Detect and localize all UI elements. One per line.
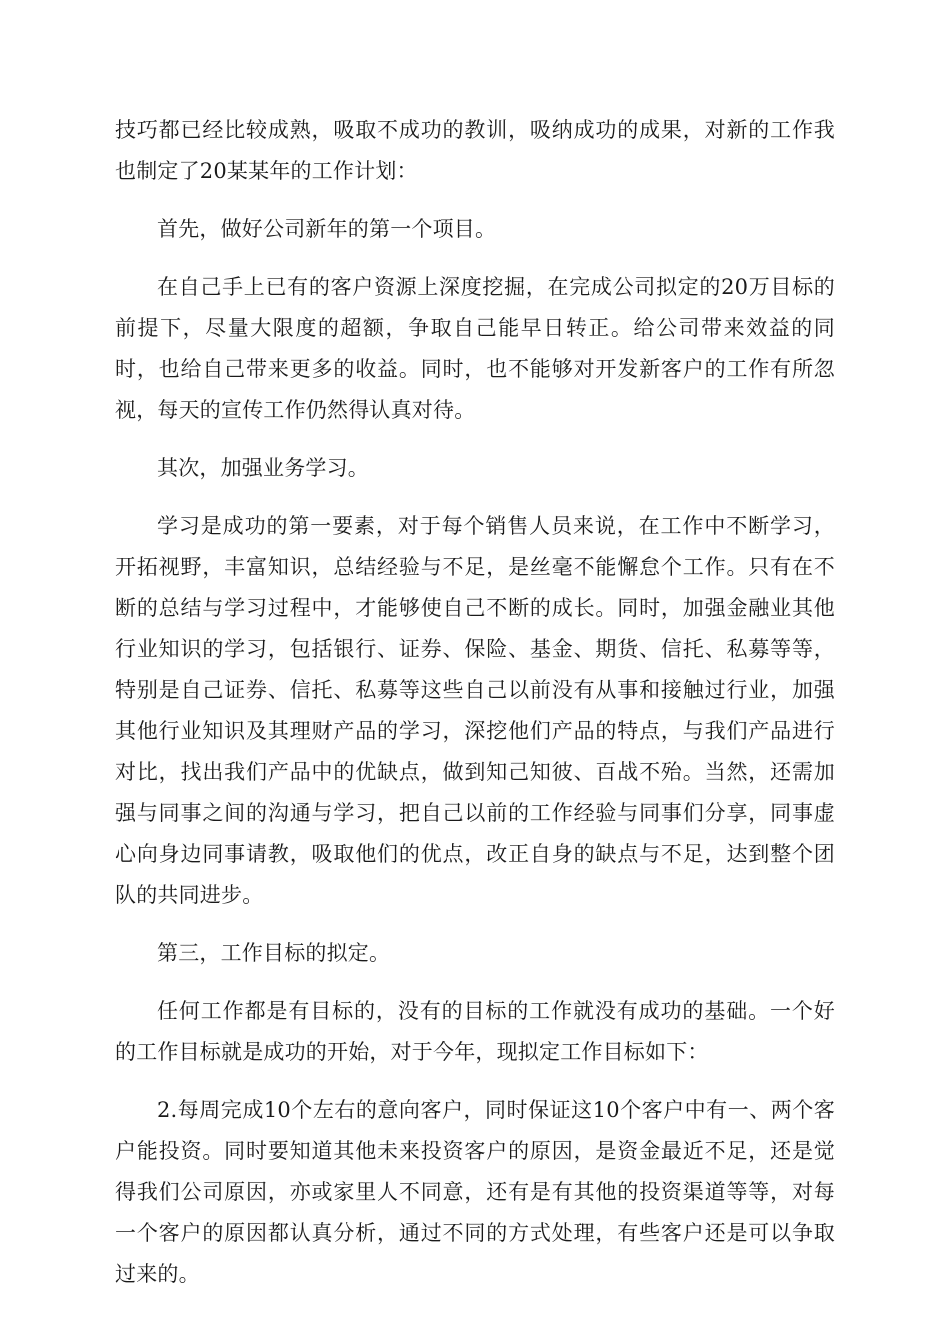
heading-second-point: 其次，加强业务学习。 (157, 456, 369, 480)
paragraph-client-resources: 在自己手上已有的客户资源上深度挖掘，在完成公司拟定的20万目标的前提下，尽量大限度的超额，争取自己能早日转正。给公司带来效益的同时，也给自己带来更多的收益。同时，也不能够对开发新客户的工作有所忽视，每天的宣传工作仍然得认真对待。 (115, 275, 835, 422)
paragraph-goals-intro: 任何工作都是有目标的，没有的目标的工作就没有成功的基础。一个好的工作目标就是成功的开始，对于今年，现拟定工作目标如下： (115, 999, 835, 1064)
paragraph-continuation: 技巧都已经比较成熟，吸取不成功的教训，吸纳成功的成果，对新的工作我也制定了20某某年的工作计划： (115, 118, 835, 183)
paragraph-weekly-goal: 2.每周完成10个左右的意向客户，同时保证这10个客户中有一、两个客户能投资。同时要知道其他未来投资客户的原因，是资金最近不足，还是觉得我们公司原因，亦或家里人不同意，还有是有其他的投资渠道等等，对每一个客户的原因都认真分析，通过不同的方式处理，有些客户还是可以争取过来的。 (115, 1098, 835, 1286)
paragraph-learning: 学习是成功的第一要素，对于每个销售人员来说，在工作中不断学习，开拓视野，丰富知识，总结经验与不足，是丝毫不能懈怠个工作。只有在不断的总结与学习过程中，才能够使自己不断的成长。同时，加强金融业其他行业知识的学习，包括银行、证券、保险、基金、期货、信托、私募等等，特别是自己证券、信托、私募等这些自己以前没有从事和接触过行业，加强其他行业知识及其理财产品的学习，深挖他们产品的特点，与我们产品进行对比，找出我们产品中的优缺点，做到知己知彼、百战不殆。当然，还需加强与同事之间的沟通与学习，把自己以前的工作经验与同事们分享，同事虚心向身边同事请教，吸取他们的优点，改正自身的缺点与不足，达到整个团队的共同进步。 (115, 514, 835, 907)
heading-first-point: 首先，做好公司新年的第一个项目。 (157, 217, 497, 241)
heading-third-point: 第三，工作目标的拟定。 (157, 941, 391, 965)
document-body (115, 110, 835, 1312)
